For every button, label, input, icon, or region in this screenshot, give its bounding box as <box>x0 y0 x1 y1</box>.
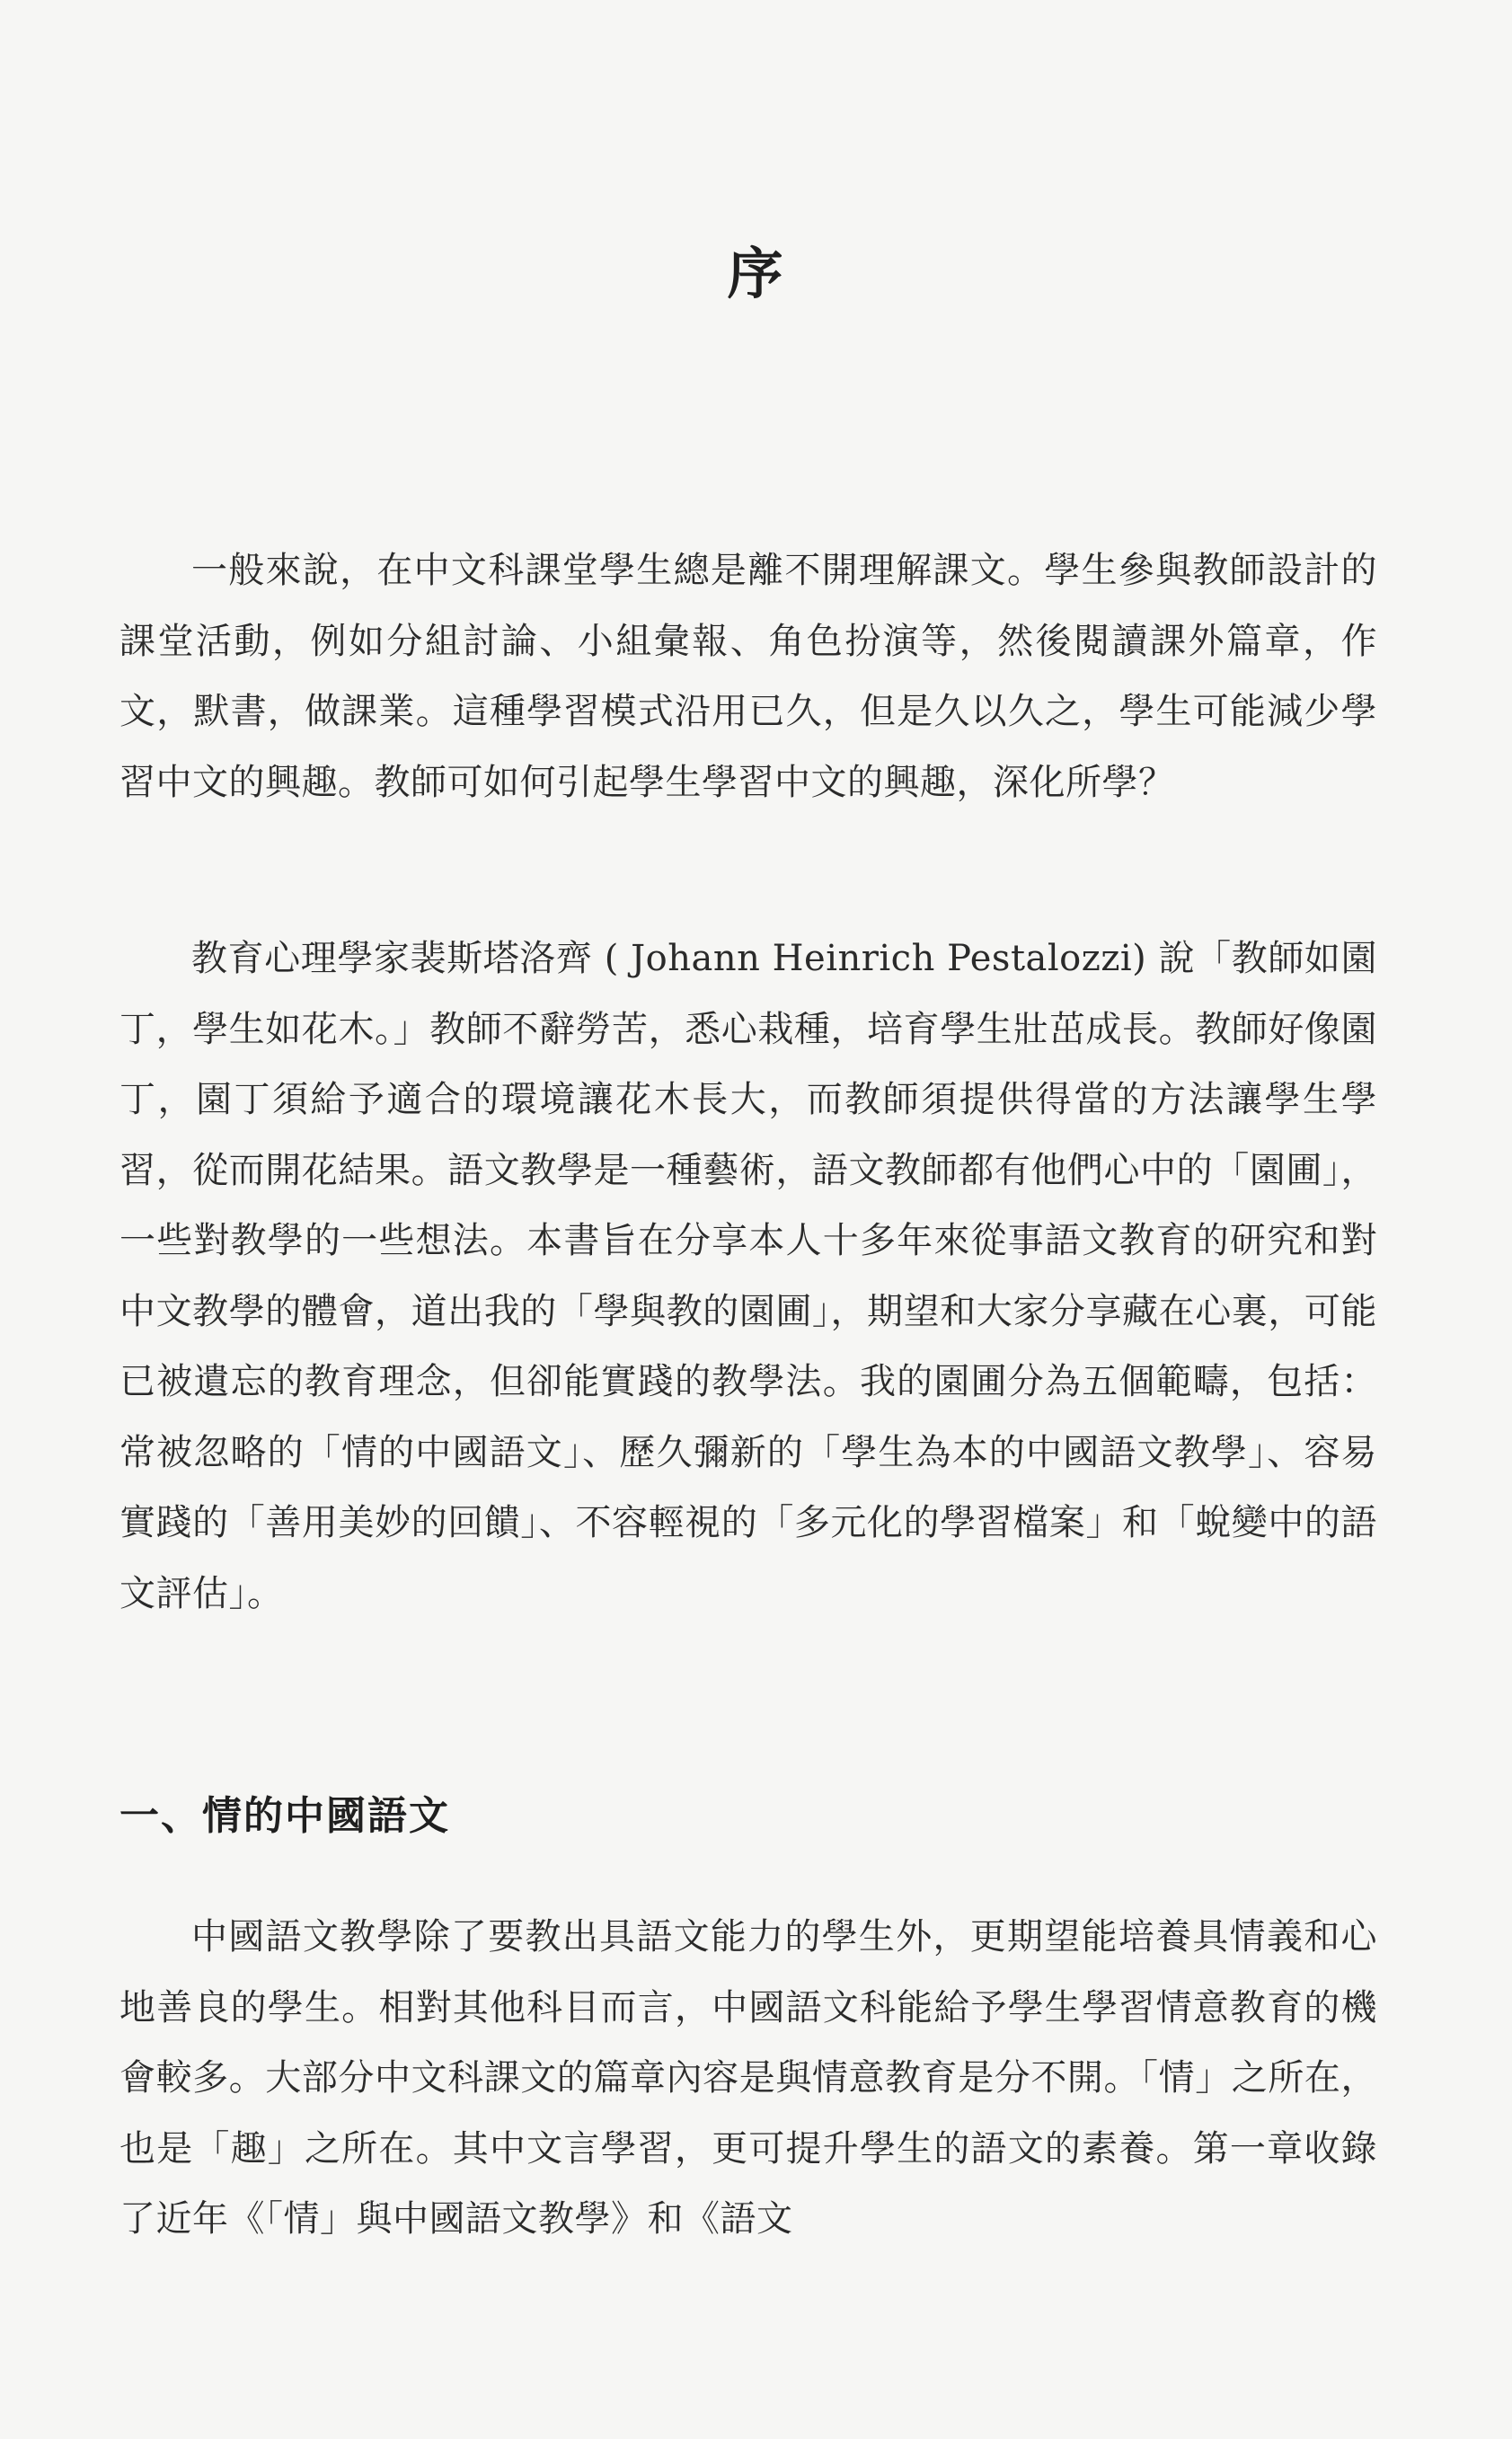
paragraph-text: 中國語文教學除了要教出具語文能力的學生外，更期望能培養具情義和心地善良的學生。相對其他科目而言，中國語文科能給予學生學習情意教育的機會較多。大部分中文科課文的篇章內容是與情意教育是分不開。「情」之所在，也是「趣」之所在。其中文言學習，更可提升學生的語文的素養。第一章收錄了近年《「情」與中國語文教學》和《語文 <box>119 1916 1377 2240</box>
page-title: 序 <box>727 241 785 306</box>
section-heading: 一、情的中國語文 <box>119 1793 450 1839</box>
paragraph-text: 教育心理學家裴斯塔洛齊 ( Johann Heinrich Pestalozzi) 說「教師如園丁，學生如花木。」教師不辭勞苦，悉心栽種，培育學生壯茁成長。教師好像園丁，園丁須給予適合的環境讓花木長大，而教師須提供得當的方法讓學生學習，從而開花結果。語文教學是一種藝術，語文教師都有他們心中的「園圃」，一些對教學的一些想法。本書旨在分享本人十多年來從事語文教育的研究和對中文教學的體會，道出我的「學與教的園圃」，期望和大家分享藏在心裏，可能已被遺忘的教育理念，但卻能實踐的教學法。我的園圃分為五個範疇，包括：常被忽略的「情的中國語文」、歷久彌新的「學生為本的中國語文教學」、容易實踐的「善用美妙的回饋」、不容輕視的「多元化的學習檔案」和「蛻變中的語文評估」。 <box>119 938 1377 1614</box>
body-paragraph-2 <box>119 923 1377 1629</box>
body-paragraph-1 <box>119 535 1377 817</box>
section-paragraph <box>119 1902 1377 2255</box>
paragraph-text: 一般來說，在中文科課堂學生總是離不開理解課文。學生參與教師設計的課堂活動，例如分組討論、小組彙報、角色扮演等，然後閱讀課外篇章，作文，默書，做課業。這種學習模式沿用已久，但是久以久之，學生可能減少學習中文的興趣。教師可如何引起學生學習中文的興趣，深化所學？ <box>119 550 1377 803</box>
